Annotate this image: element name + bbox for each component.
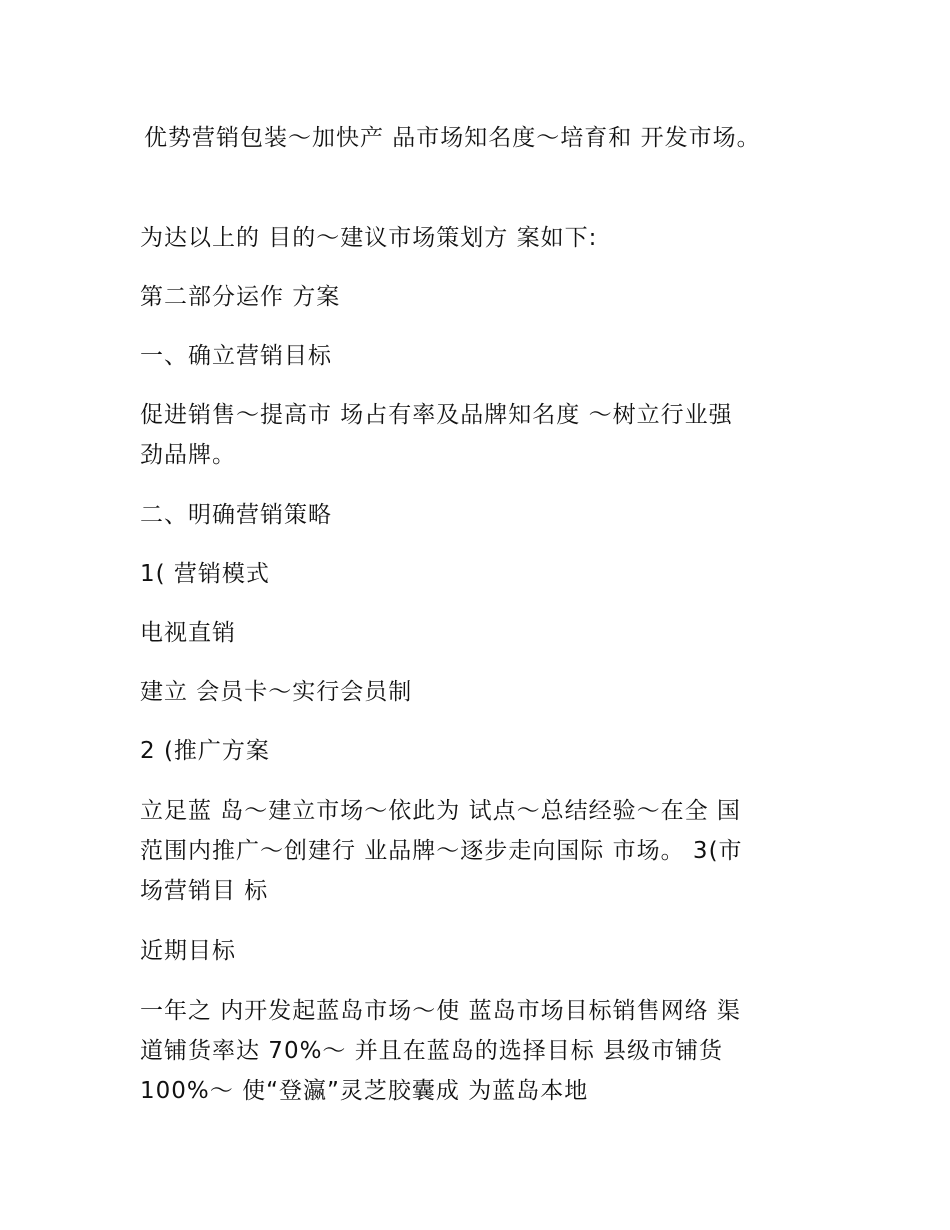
heading-promotion-plan: 2 (推广方案: [140, 738, 270, 764]
paragraph-goal-text: 促进销售～提高市 场占有率及品牌知名度 ～树立行业强 劲品牌。: [140, 402, 733, 468]
text-membership-card: 建立 会员卡～实行会员制: [140, 679, 413, 705]
section-heading-part-two: 第二部分运作 方案: [140, 284, 341, 310]
heading-short-term-goal: 近期目标: [140, 938, 236, 964]
paragraph-promotion-text: 立足蓝 岛～建立市场～依此为 试点～总结经验～在全 国 范围内推广～创建行 业品牌～逐步走向国际 市场。 3(市 场营销目 标: [140, 798, 743, 904]
paragraph-plan-intro: 为达以上的 目的～建议市场策划方 案如下:: [140, 225, 598, 251]
paragraph-intro-line: 优势营销包装～加快产 品市场知名度～培育和 开发市场。: [144, 125, 761, 151]
text-tv-direct-sales: 电视直销: [140, 620, 236, 646]
heading-marketing-model: 1( 营销模式: [140, 561, 270, 587]
heading-marketing-goal: 一、确立营销目标: [140, 343, 332, 369]
heading-marketing-strategy: 二、明确营销策略: [140, 502, 332, 528]
paragraph-short-term-goal-text: 一年之 内开发起蓝岛市场～使 蓝岛市场目标销售网络 渠 道铺货率达 70%～ 并且在蓝岛的选择目标 县级市铺货 100%～ 使“登瀛”灵芝胶囊成 为蓝岛本地: [140, 998, 741, 1104]
